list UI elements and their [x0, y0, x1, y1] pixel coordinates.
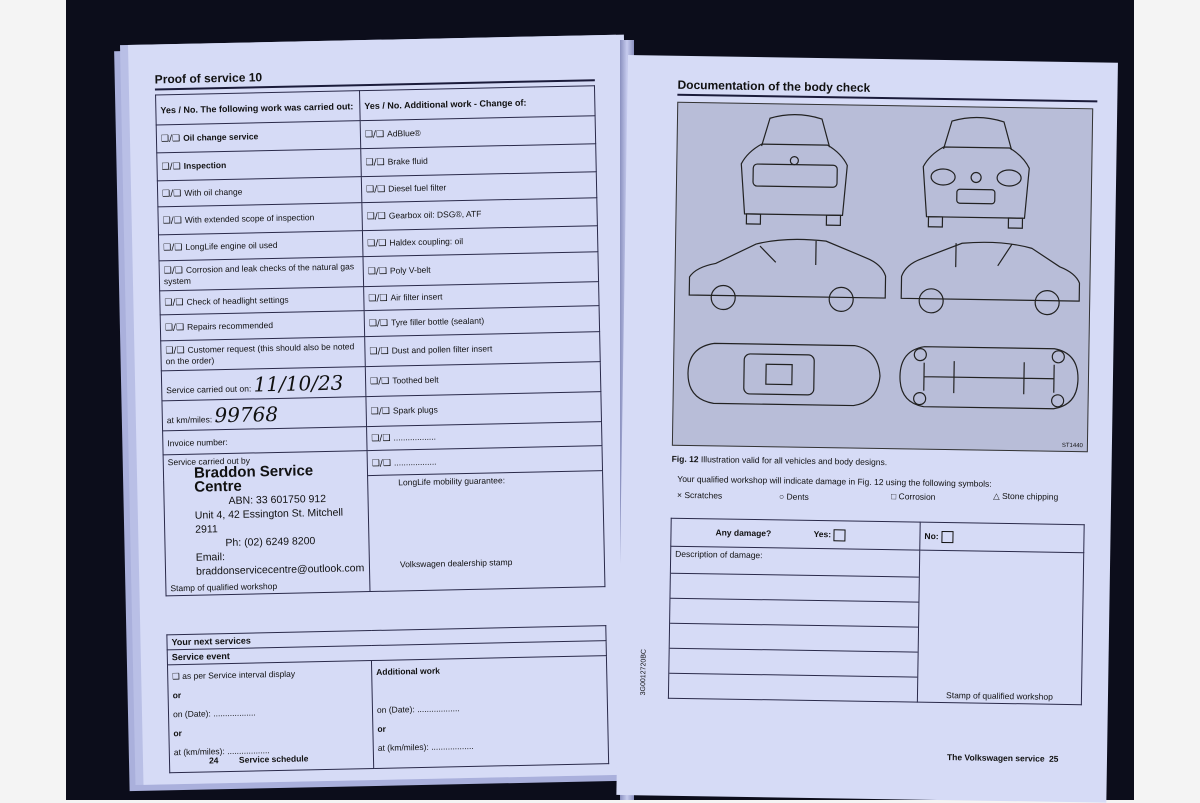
symbol-dents: ○ Dents [779, 491, 809, 502]
work-item[interactable]: ❑/❑ Repairs recommended [160, 311, 364, 341]
body-check-figure[interactable] [672, 102, 1093, 452]
symbol-instruction: Your qualified workshop will indicate damage in Fig. 12 using the following symbols: [677, 473, 992, 489]
stamp-label: Stamp of qualified workshop [946, 690, 1053, 702]
checkbox-pair[interactable]: ❑/❑ [371, 458, 392, 469]
stamp-name: Braddon Service Centre [193, 462, 314, 496]
next-services-table [166, 625, 609, 773]
checkbox-pair[interactable]: ❑/❑ [163, 242, 183, 254]
service-date-label: Service carried out on: [166, 382, 252, 395]
checkbox-pair[interactable]: ❑/❑ [163, 265, 184, 277]
additional-work-item[interactable]: ❑/❑ Brake fluid [361, 144, 597, 177]
km-value[interactable]: 99768 [214, 401, 279, 427]
checkbox-pair[interactable]: ❑/❑ [161, 161, 181, 173]
longlife-guarantee-area [368, 471, 605, 591]
figure-caption [672, 454, 888, 467]
additional-work-item[interactable]: ❑/❑ AdBlue® [360, 116, 596, 149]
checkbox-pair[interactable]: ❑/❑ [162, 188, 182, 200]
description-line[interactable] [669, 674, 917, 702]
no-checkbox[interactable] [941, 530, 953, 542]
footer-label: Service schedule [238, 753, 309, 765]
checkbox-pair[interactable]: ❑/❑ [366, 211, 386, 223]
car-rear-view-icon [740, 114, 848, 226]
next-service-left: ❑ as per Service interval display or on (Date): .................. or at (km/miles): .................. [167, 661, 373, 773]
stamp-phone: Ph: (02) 6249 8200 [225, 535, 316, 550]
additional-work-item[interactable]: ❑/❑ Tyre filler bottle (sealant) [364, 306, 599, 337]
symbol-stone-chipping: △ Stone chipping [993, 490, 1059, 502]
checkbox-pair[interactable]: ❑/❑ [160, 133, 181, 145]
next-km-field[interactable]: at (km/miles): .................. [377, 740, 474, 753]
damage-question-row [671, 518, 920, 550]
service-date-value[interactable]: 11/10/23 [253, 370, 344, 396]
additional-work-item[interactable]: ❑/❑ Haldex coupling: oil [362, 226, 597, 257]
checkbox-pair[interactable]: ❑/❑ [365, 184, 386, 196]
longlife-label: LongLife mobility guarantee: [398, 475, 506, 488]
work-item[interactable]: ❑/❑ Oil change service [156, 121, 361, 153]
next-services-label: Your next services [167, 626, 606, 650]
work-item[interactable]: ❑/❑ Inspection [157, 149, 362, 181]
yes-label: Yes: [813, 528, 832, 539]
additional-work-item[interactable]: ❑/❑ Diesel fuel filter [361, 172, 596, 203]
checkbox-pair[interactable]: ❑/❑ [368, 318, 389, 330]
checkbox-pair[interactable]: ❑/❑ [365, 157, 385, 169]
side-code: 3G0012720BC [639, 648, 648, 696]
checkbox-pair[interactable]: ❑/❑ [164, 322, 185, 334]
stamp-label: Stamp of qualified workshop [170, 580, 278, 594]
workshop-stamp-area [917, 550, 1083, 705]
no-cell [920, 522, 1084, 553]
work-item[interactable]: ❑/❑ With oil change [157, 177, 361, 207]
symbol-scratches: × Scratches [677, 489, 723, 501]
damage-question: Any damage? [715, 527, 772, 539]
checkbox-pair[interactable]: ❑/❑ [369, 346, 389, 358]
car-side-view-right-icon [901, 241, 1080, 315]
title-rule [677, 94, 1097, 103]
car-front-view-icon [922, 117, 1030, 229]
workshop-stamp-area [163, 451, 370, 596]
car-top-view-icon [688, 343, 881, 406]
stamp-abn: ABN: 33 601750 912 [228, 492, 327, 507]
additional-work-item[interactable]: ❑/❑ Air filter insert [364, 282, 599, 311]
service-by-label: Service carried out by [167, 455, 251, 468]
additional-work-item[interactable]: ❑/❑ .................. [367, 446, 602, 476]
work-item[interactable]: ❑/❑ Corrosion and leak checks of the natural gas system [159, 257, 364, 291]
additional-work-item[interactable]: ❑/❑ Spark plugs [366, 392, 602, 427]
checkbox-pair[interactable]: ❑/❑ [367, 238, 387, 250]
stamp-address: Unit 4, 42 Essington St. Mitchell 2911 [194, 506, 344, 536]
next-date-field[interactable]: on (Date): .................. [172, 707, 256, 720]
symbol-corrosion: □ Corrosion [891, 491, 936, 502]
caption-text: Illustration valid for all vehicles and body designs. [700, 454, 888, 468]
additional-work-item[interactable]: ❑/❑ Dust and pollen filter insert [365, 332, 601, 367]
checkbox-pair[interactable]: ❑/❑ [162, 215, 182, 227]
yes-checkbox[interactable] [833, 529, 845, 541]
work-item[interactable]: ❑/❑ Customer request (this should also be noted on the order) [161, 337, 366, 371]
checkbox-pair[interactable]: ❑/❑ [370, 406, 391, 417]
checkbox-pair[interactable]: ❑/❑ [364, 129, 385, 141]
column-header-left: Yes / No. The following work was carried out: [156, 91, 361, 125]
dealer-stamp-label: Volkswagen dealership stamp [399, 557, 513, 570]
right-page [616, 55, 1118, 803]
description-label: Description of damage: [671, 547, 919, 578]
work-item[interactable]: ❑/❑ With extended scope of inspection [158, 203, 363, 235]
footer-label: The Volkswagen service [946, 752, 1045, 764]
km-label: at km/miles: [166, 413, 213, 425]
checkbox-pair[interactable]: ❑/❑ [368, 293, 388, 305]
checkbox-pair[interactable]: ❑/❑ [165, 345, 185, 357]
next-km-field[interactable]: at (km/miles): .................. [173, 745, 270, 758]
additional-work-item[interactable]: ❑/❑ .................. [367, 422, 602, 451]
description-line[interactable] [669, 649, 917, 678]
next-service-right: Additional work on (Date): .................. or at (km/miles): .................. [371, 656, 608, 769]
car-outline-diagram [673, 103, 1092, 451]
page-title: Proof of service 10 [154, 70, 263, 87]
checkbox-pair[interactable]: ❑/❑ [367, 266, 388, 278]
checkbox-pair[interactable]: ❑/❑ [164, 297, 184, 309]
car-underbody-view-icon [900, 346, 1079, 409]
additional-work-item[interactable]: ❑/❑ Poly V-belt [363, 252, 599, 287]
service-event-label: Service event [167, 641, 606, 665]
damage-description-area[interactable] [668, 546, 919, 702]
additional-work-item[interactable]: ❑/❑ Toothed belt [365, 362, 601, 397]
interval-display-option[interactable]: ❑ as per Service interval display [172, 668, 296, 682]
page-number: 25 [1048, 753, 1059, 764]
caption-label: Fig. 12 [671, 453, 699, 465]
stamp-email: Email: braddonservicecentre@outlook.com [195, 551, 365, 578]
description-line[interactable] [670, 574, 918, 603]
additional-work-item[interactable]: ❑/❑ Gearbox oil: DSG®, ATF [362, 198, 598, 231]
damage-table [668, 518, 1085, 705]
page-title: Documentation of the body check [677, 77, 871, 95]
km-field[interactable] [162, 397, 367, 431]
workshop-stamp [168, 463, 365, 579]
figure-code: ST1440 [1061, 442, 1083, 450]
service-form-table [155, 85, 605, 596]
work-item[interactable]: ❑/❑ LongLife engine oil used [158, 231, 362, 261]
work-item[interactable]: ❑/❑ Check of headlight settings [160, 287, 364, 315]
checkbox-pair[interactable]: ❑/❑ [371, 433, 391, 444]
left-page [128, 35, 639, 785]
next-date-field[interactable]: on (Date): .................. [376, 703, 460, 715]
invoice-label: Invoice number: [167, 436, 228, 448]
description-line[interactable] [670, 624, 918, 653]
additional-work-label: Additional work [376, 665, 441, 677]
description-line[interactable] [670, 599, 918, 628]
column-header-right: Yes / No. Additional work - Change of: [360, 86, 596, 121]
service-date-field[interactable] [161, 367, 366, 401]
car-side-view-left-icon [689, 238, 886, 312]
page-number: 24 [208, 755, 219, 766]
checkbox-pair[interactable]: ❑/❑ [370, 376, 390, 388]
no-label: No: [924, 530, 939, 541]
